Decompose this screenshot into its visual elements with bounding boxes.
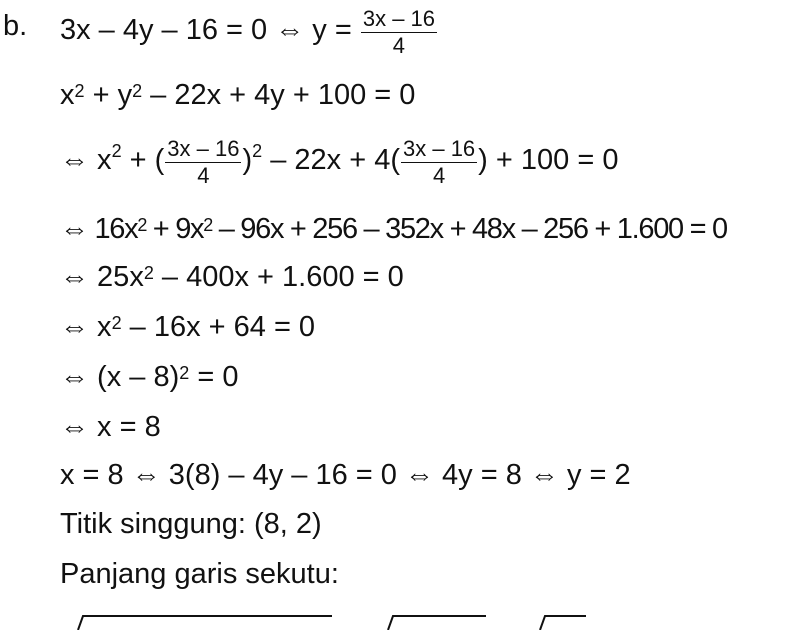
radical-sign [388,616,486,630]
line1-text: 3x – 4y – 16 = 0 ⇔ y = [60,14,360,46]
fraction-substitution-2 [401,138,477,188]
radical-sign [78,616,332,630]
exponent: 2 [111,141,122,161]
fraction-denominator: 4 [392,33,406,58]
line6-part-a: ⇔ x [60,311,112,343]
line-substitution [60,138,618,188]
line3-part-a: ⇔ x [60,144,112,176]
line2-part-c: – 22x + 4y + 100 = 0 [142,79,416,111]
fraction-numerator: 3x – 16 [362,6,436,31]
line4-part-c: – 96x + 256 – 352x + 48x – 256 + 1.600 = 0 [211,213,727,245]
line-common-tangent-length: Panjang garis sekutu: [60,558,339,590]
fraction-denominator: 4 [197,163,210,188]
fraction-denominator: 4 [432,163,446,188]
line3-part-e: ) + 100 = 0 [478,144,619,176]
exponent: 2 [137,215,147,235]
line7-part-b: = 0 [189,361,239,393]
line2-part-a: x [60,79,75,111]
radical-signs-cropped [0,612,800,630]
exponent: 2 [203,215,212,235]
line4-part-a: ⇔ 16x [60,213,138,245]
part-label: b. [3,10,28,42]
line-y-solution: x = 8 ⇔ 3(8) – 4y – 16 = 0 ⇔ 4y = 8 ⇔ y = 2 [60,459,631,491]
line4-part-b: + 9x [146,213,204,245]
line6-part-b: – 16x + 64 = 0 [121,311,316,343]
line7-part-a: ⇔ (x – 8) [60,361,180,393]
line-tangent-point: Titik singgung: (8, 2) [60,508,322,540]
exponent: 2 [111,313,122,333]
fraction-substitution-1 [165,138,241,188]
fraction-y [361,8,437,58]
line-x-solution: ⇔ x = 8 [60,411,161,443]
line3-part-d: – 22x + 4( [262,144,400,176]
line3-part-b: + ( [121,144,165,176]
line-divided [60,310,315,344]
radical-sign [540,616,586,630]
line3-part-c: ) [242,144,253,176]
exponent: 2 [74,81,85,101]
line-expanded [60,212,727,246]
line-simplified [60,260,404,294]
fraction-numerator: 3x – 16 [167,136,240,161]
fraction-numerator: 3x – 16 [403,136,476,161]
line-circle-equation [60,78,415,112]
exponent: 2 [179,363,190,383]
line5-part-a: ⇔ 25x [60,261,144,293]
exponent: 2 [132,81,143,101]
exponent: 2 [252,141,263,161]
line-linear-equation [60,8,438,58]
line5-part-b: – 400x + 1.600 = 0 [153,261,404,293]
line2-part-b: + y [84,79,133,111]
line-factored [60,360,238,394]
exponent: 2 [143,263,154,283]
